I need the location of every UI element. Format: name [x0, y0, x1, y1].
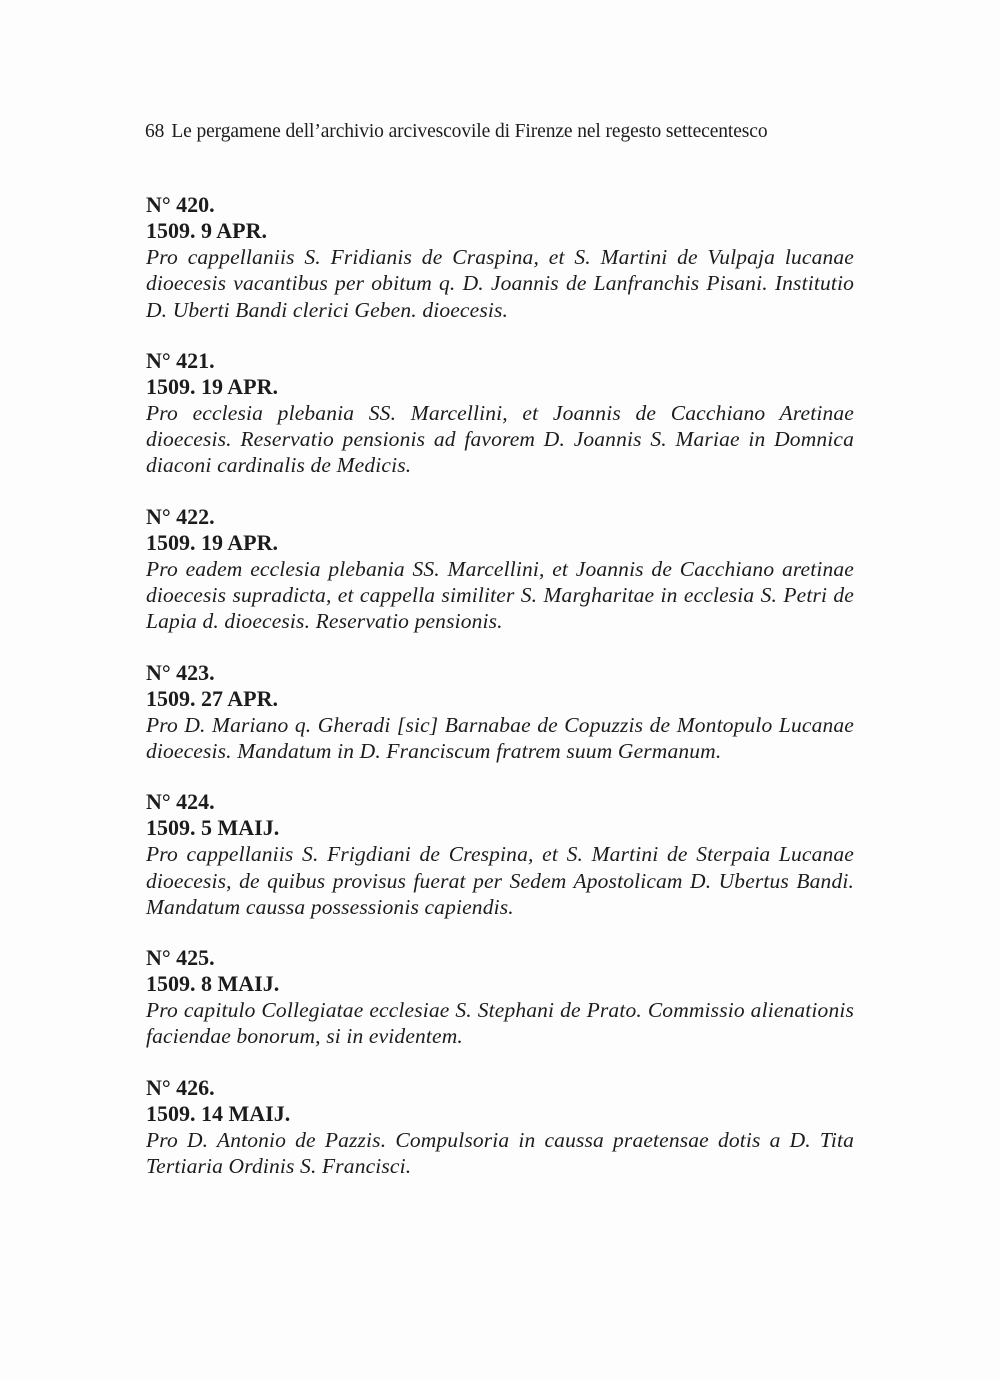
entry-date: 1509. 9 APR.	[146, 218, 267, 243]
entry-summary: Pro D. Antonio de Pazzis. Compulsoria in caussa praetensae dotis a D. Tita Tertiaria Ordinis S. Francisci.	[146, 1127, 854, 1179]
entry-date: 1509. 19 APR.	[146, 529, 278, 555]
entry-date: 1509. 14 MAIJ.	[146, 1100, 291, 1126]
entry-number: N° 422.	[146, 503, 215, 529]
entry-date: 1509. 8 MAIJ.	[146, 971, 280, 997]
entry-422	[146, 504, 854, 635]
entry-424	[146, 789, 854, 920]
entry-423	[146, 660, 854, 765]
entry-summary: Pro capitulo Collegiatae ecclesiae S. Stephani de Prato. Commissio alienationis faciendae bonorum, si in evidentem.	[146, 998, 854, 1049]
entry-summary: Pro cappellaniis S. Fridianis de Craspina, et S. Martini de Vulpaja lucanae dioecesis vacantibus per obitum q. D. Joannis de Lanfranchis Pisani. Institutio D. Uberti Bandi clerici Geben. dioecesis.	[146, 245, 854, 322]
entry-date: 1509. 5 MAIJ.	[146, 815, 280, 841]
running-head	[145, 121, 767, 143]
entry-420	[146, 192, 854, 323]
entry-number: N° 426.	[146, 1074, 215, 1100]
entry-number: N° 423.	[146, 659, 215, 685]
entry-426	[146, 1075, 854, 1180]
running-head-title: Le pergamene dell’archivio arcivescovile di Firenze nel regesto settecentesco	[171, 121, 768, 142]
entry-date: 1509. 19 APR.	[146, 373, 278, 399]
page-number: 68	[145, 121, 165, 142]
entry-summary: Pro ecclesia plebania SS. Marcellini, et Joannis de Cacchiano Aretinae dioecesis. Reservatio pensionis ad favorem D. Joannis S. Mariae in Domnica diaconi cardinalis de Medicis.	[146, 400, 854, 478]
entry-425	[146, 945, 854, 1050]
entry-list	[146, 192, 854, 1204]
entry-summary: Pro D. Mariano q. Gheradi [sic] Barnabae de Copuzzis de Montopulo Lucanae dioecesis. Mandatum in D. Franciscum fratrem suum Germanum.	[146, 712, 854, 763]
entry-421	[146, 348, 854, 479]
entry-number: N° 425.	[146, 945, 215, 971]
entry-number: N° 421.	[146, 347, 215, 373]
entry-summary: Pro eadem ecclesia plebania SS. Marcellini, et Joannis de Cacchiano aretinae dioecesis supradicta, et cappella similiter S. Margharitae in ecclesia S. Petri de Lapia d. dioecesis. Reservatio pensionis.	[146, 556, 854, 634]
entry-date: 1509. 27 APR.	[146, 685, 278, 711]
entry-summary: Pro cappellaniis S. Frigdiani de Crespina, et S. Martini de Sterpaia Lucanae dioecesis, de quibus provisus fuerat per Sedem Apostolicam D. Ubertus Bandi. Mandatum caussa possessionis capiendis.	[146, 842, 854, 919]
entry-number: N° 424.	[146, 789, 215, 815]
entry-number: N° 420.	[146, 192, 215, 217]
